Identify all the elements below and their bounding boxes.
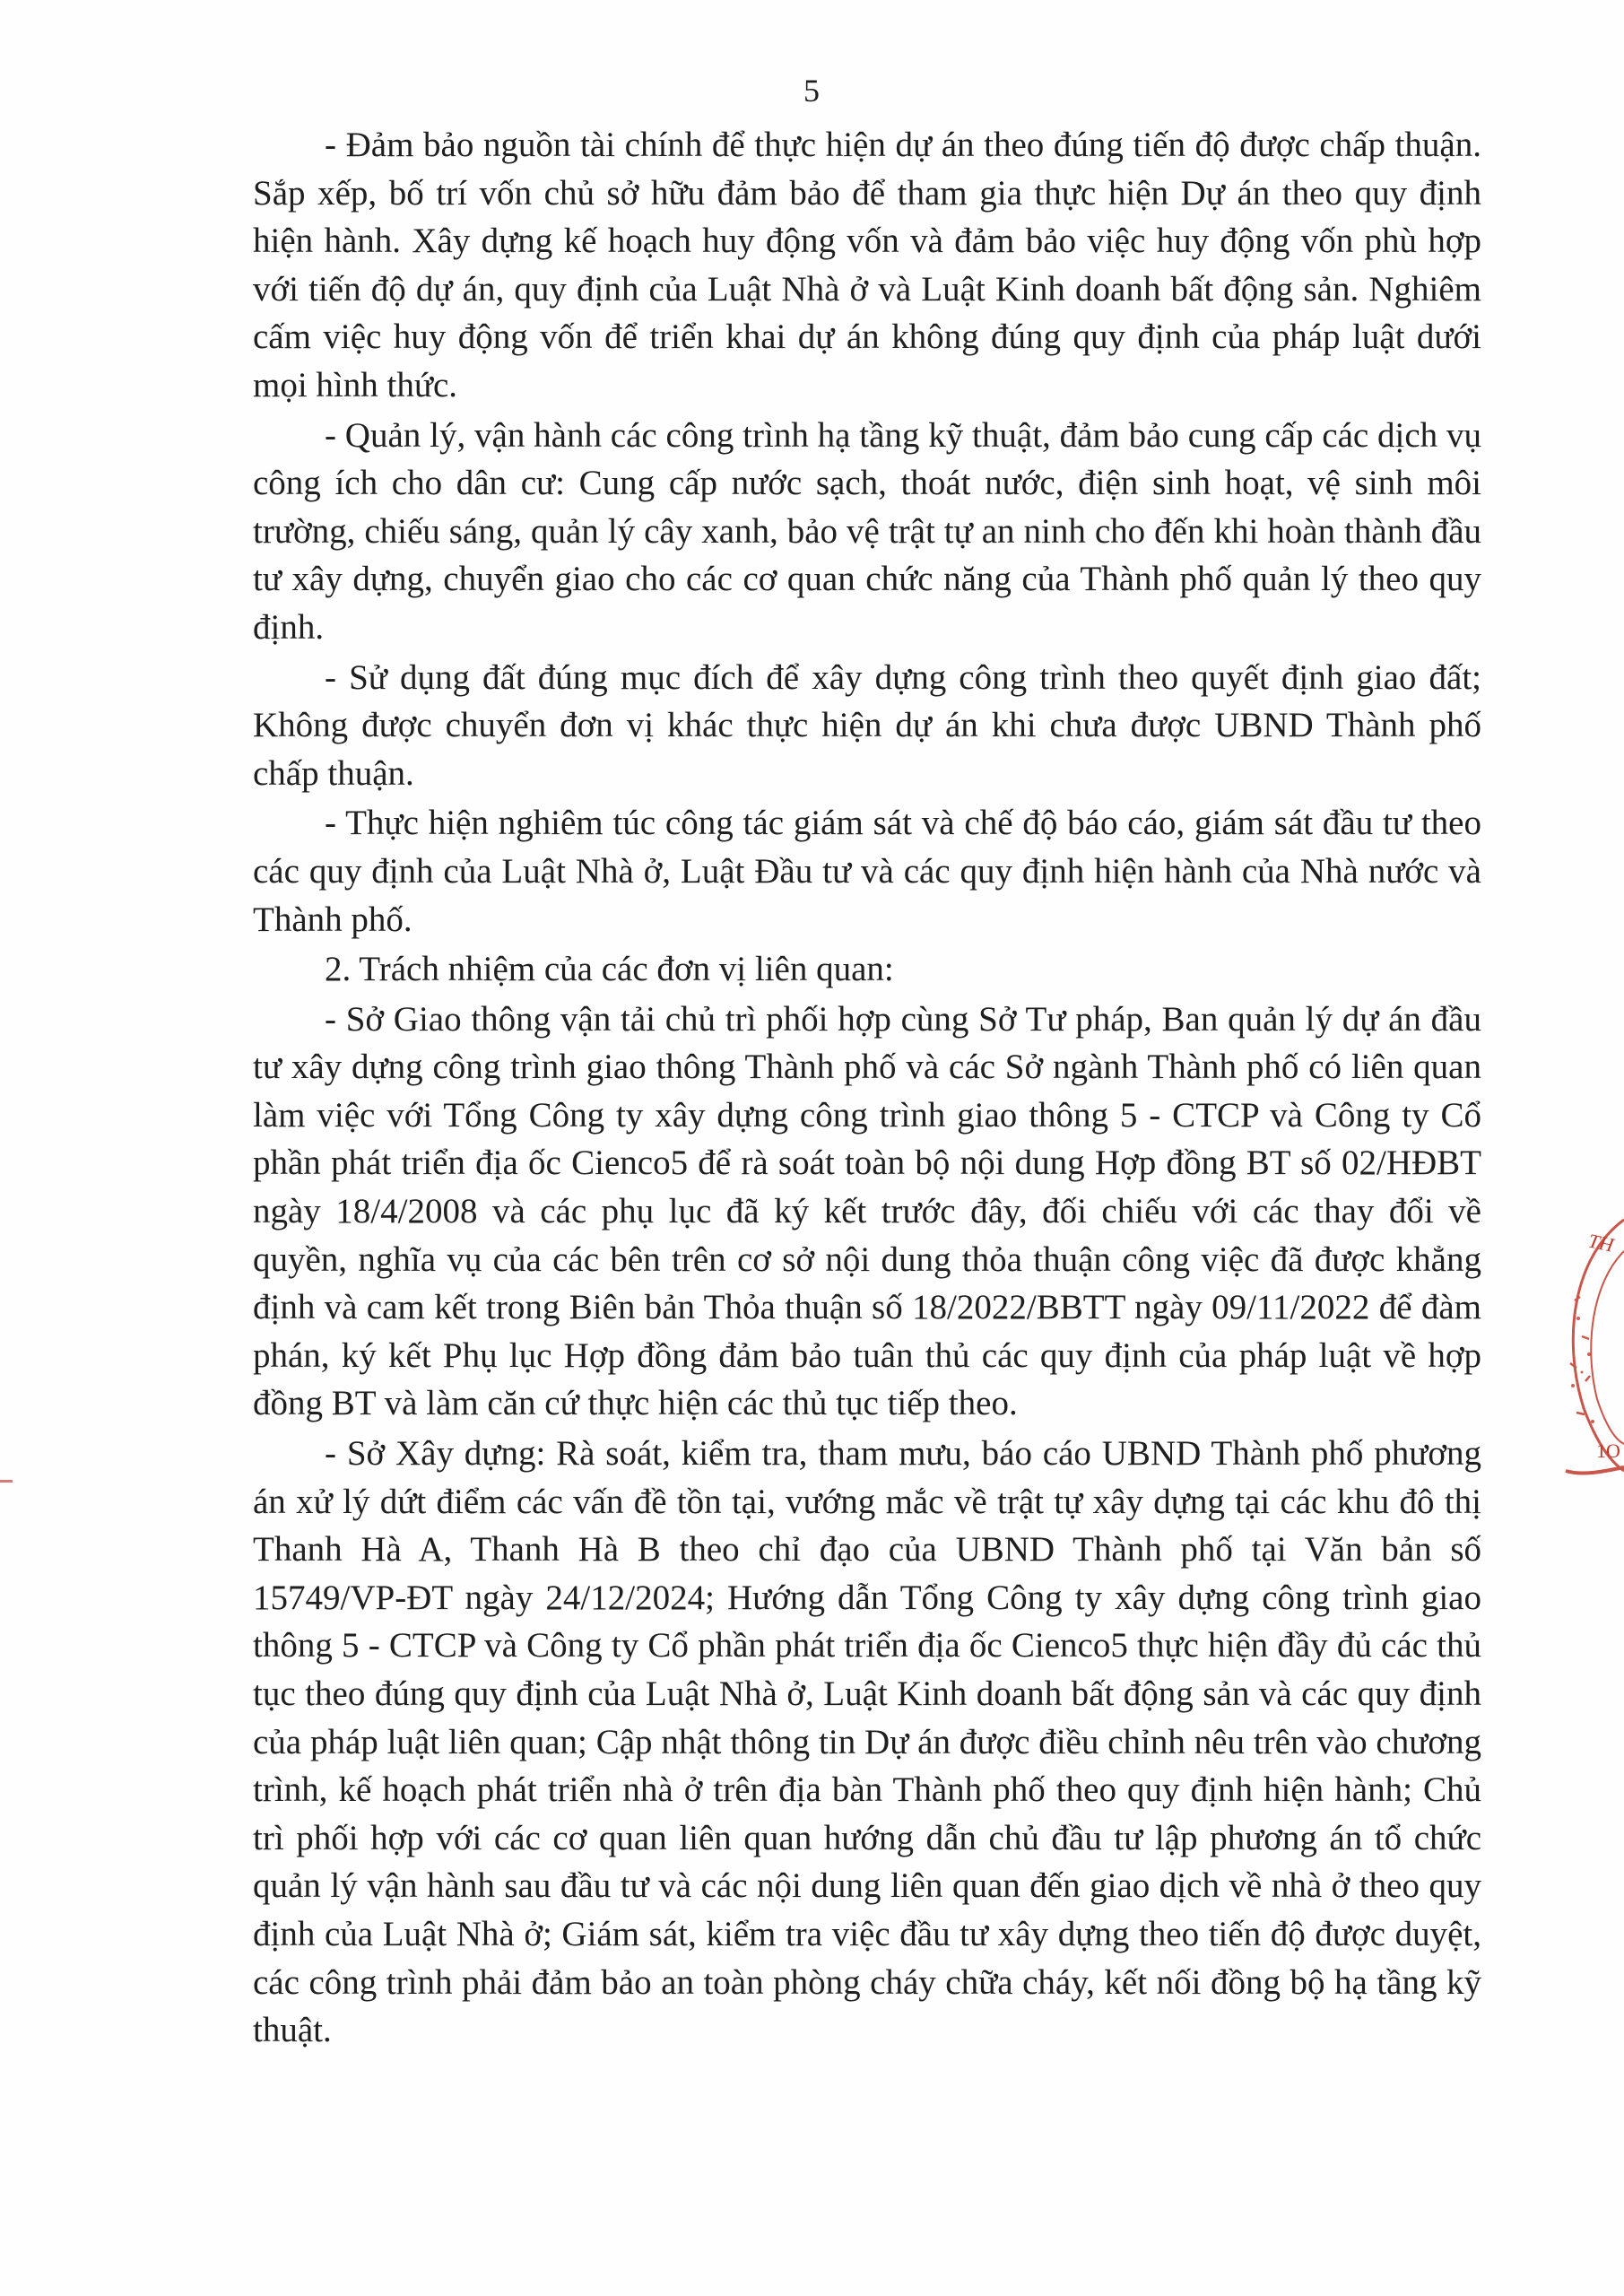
paragraph-supervision-reporting: - Thực hiện nghiêm túc công tác giám sát và chế độ báo cáo, giám sát đầu tư theo các quy định của Luật Nhà ở, Luật Đầu tư và các quy định hiện hành của Nhà nước và Thành phố.: [253, 804, 1481, 939]
margin-mark: [0, 1480, 13, 1483]
section-heading-responsibilities: 2. Trách nhiệm của các đơn vị liên quan:: [325, 950, 894, 989]
document-body: [253, 121, 1481, 2057]
paragraph-infrastructure-management: - Quản lý, vận hành các công trình hạ tầng kỹ thuật, đảm bảo cung cấp các dịch vụ công ích cho dân cư: Cung cấp nước sạch, thoát nước, điện sinh hoạt, vệ sinh môi trường, chiếu sáng, quản lý cây xanh, bảo vệ trật tự an ninh cho đến khi hoàn thành đầu tư xây dựng, chuyển giao cho các cơ quan chức năng của Thành phố quản lý theo quy định.: [253, 415, 1481, 647]
official-seal-fragment: [1557, 1202, 1624, 1498]
svg-text:TH: TH: [1585, 1229, 1616, 1257]
paragraph-financial-resources: - Đảm bảo nguồn tài chính để thực hiện dự án theo đúng tiến độ được chấp thuận. Sắp xếp, bố trí vốn chủ sở hữu đảm bảo để tham gia thực hiện Dự án theo quy định hiện hành. Xây dựng kế hoạch huy động vốn và đảm bảo việc huy động vốn phù hợp với tiến độ dự án, quy định của Luật Nhà ở và Luật Kinh doanh bất động sản. Nghiêm cấm việc huy động vốn để triển khai dự án không đúng quy định của pháp luật dưới mọi hình thức.: [253, 126, 1481, 404]
paragraph-land-use: - Sử dụng đất đúng mục đích để xây dựng công trình theo quyết định giao đất; Không được chuyển đơn vị khác thực hiện dự án khi chưa được UBND Thành phố chấp thuận.: [253, 657, 1481, 793]
page-number: 5: [803, 73, 821, 109]
svg-text:1O: 1O: [1596, 1439, 1620, 1462]
paragraph-department-of-construction: - Sở Xây dựng: Rà soát, kiểm tra, tham mưu, báo cáo UBND Thành phố phương án xử lý dứt điểm các vấn đề tồn tại, vướng mắc về trật tự xây dựng tại các khu đô thị Thanh Hà A, Thanh Hà B theo chỉ đạo của UBND Thành phố tại Văn bản số 15749/VP-ĐT ngày 24/12/2024; Hướng dẫn Tổng Công ty xây dựng công trình giao thông 5 - CTCP và Công ty Cổ phần phát triển địa ốc Cienco5 thực hiện đầy đủ các thủ tục theo đúng quy định của Luật Nhà ở, Luật Kinh doanh bất động sản và các quy định của pháp luật liên quan; Cập nhật thông tin Dự án được điều chỉnh nêu trên vào chương trình, kế hoạch phát triển nhà ở trên địa bàn Thành phố theo quy định hiện hành; Chủ trì phối hợp với các cơ quan liên quan hướng dẫn chủ đầu tư lập phương án tổ chức quản lý vận hành sau đầu tư và các nội dung liên quan đến giao dịch về nhà ở theo quy định của Luật Nhà ở; Giám sát, kiểm tra việc đầu tư xây dựng theo tiến độ được duyệt, các công trình phải đảm bảo an toàn phòng cháy chữa cháy, kết nối đồng bộ hạ tầng kỹ thuật.: [253, 1434, 1481, 2050]
paragraph-department-of-transport: - Sở Giao thông vận tải chủ trì phối hợp cùng Sở Tư pháp, Ban quản lý dự án đầu tư xây dựng công trình giao thông Thành phố và các Sở ngành Thành phố có liên quan làm việc với Tổng Công ty xây dựng công trình giao thông 5 - CTCP và Công ty Cổ phần phát triển địa ốc Cienco5 để rà soát toàn bộ nội dung Hợp đồng BT số 02/HĐBT ngày 18/4/2008 và các phụ lục đã ký kết trước đây, đối chiếu với các thay đổi về quyền, nghĩa vụ của các bên trên cơ sở nội dung thỏa thuận công việc đã được khẳng định và cam kết trong Biên bản Thỏa thuận số 18/2022/BBTT ngày 09/11/2022 để đàm phán, ký kết Phụ lục Hợp đồng đảm bảo tuân thủ các quy định của pháp luật về hợp đồng BT và làm căn cứ thực hiện các thủ tục tiếp theo.: [253, 999, 1481, 1423]
